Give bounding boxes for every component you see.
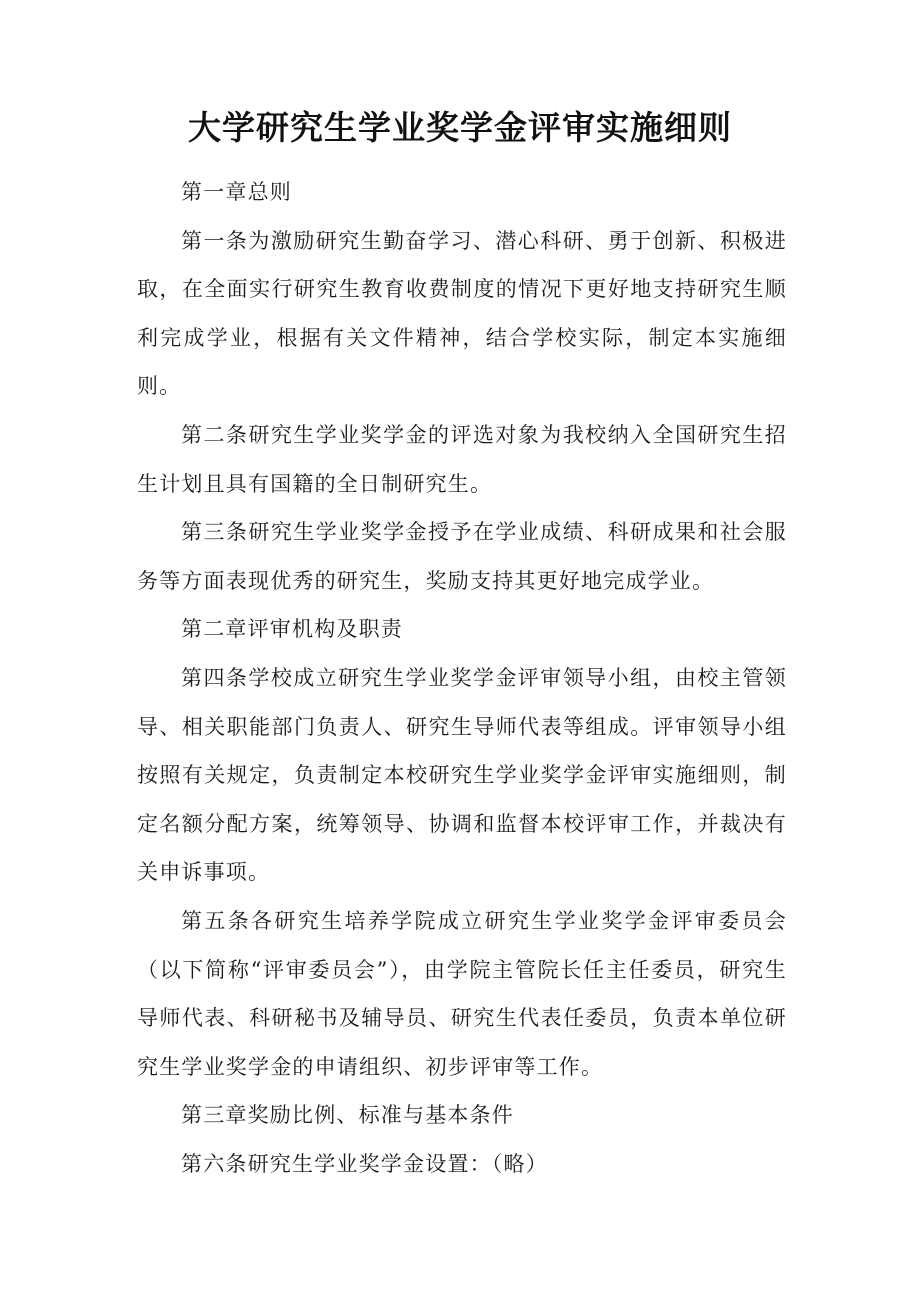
article-paragraph: 第六条研究生学业奖学金设置：（略）	[181, 1151, 548, 1176]
article-paragraph: 第三条研究生学业奖学金授予在学业成绩、科研成果和社会服务等方面表现优秀的研究生，奖励支持其更好地完成学业。	[137, 520, 787, 593]
chapter-heading: 第三章奖励比例、标准与基本条件	[181, 1103, 514, 1128]
article-paragraph: 第一条为激励研究生勤奋学习、潜心科研、勇于创新、积极进取，在全面实行研究生教育收费制度的情况下更好地支持研究生顺利完成学业，根据有关文件精神，结合学校实际，制定本实施细则。	[137, 228, 787, 399]
article-paragraph: 第四条学校成立研究生学业奖学金评审领导小组，由校主管领导、相关职能部门负责人、研究生导师代表等组成。评审领导小组按照有关规定，负责制定本校研究生学业奖学金评审实施细则，制定名额分配方案，统筹领导、协调和监督本校评审工作，并裁决有关申诉事项。	[137, 665, 787, 885]
article-paragraph: 第五条各研究生培养学院成立研究生学业奖学金评审委员会（以下简称“评审委员会”），由学院主管院长任主任委员，研究生导师代表、科研秘书及辅导员、研究生代表任委员，负责本单位研究生学业奖学金的申请组织、初步评审等工作。	[137, 908, 787, 1079]
document-title: 大学研究生学业奖学金评审实施细则	[188, 108, 732, 147]
chapter-heading: 第一章总则	[181, 180, 292, 204]
article-paragraph: 第二条研究生学业奖学金的评选对象为我校纳入全国研究生招生计划且具有国籍的全日制研究生。	[137, 422, 787, 496]
document-body	[137, 168, 787, 1188]
chapter-heading: 第二章评审机构及职责	[181, 617, 403, 642]
